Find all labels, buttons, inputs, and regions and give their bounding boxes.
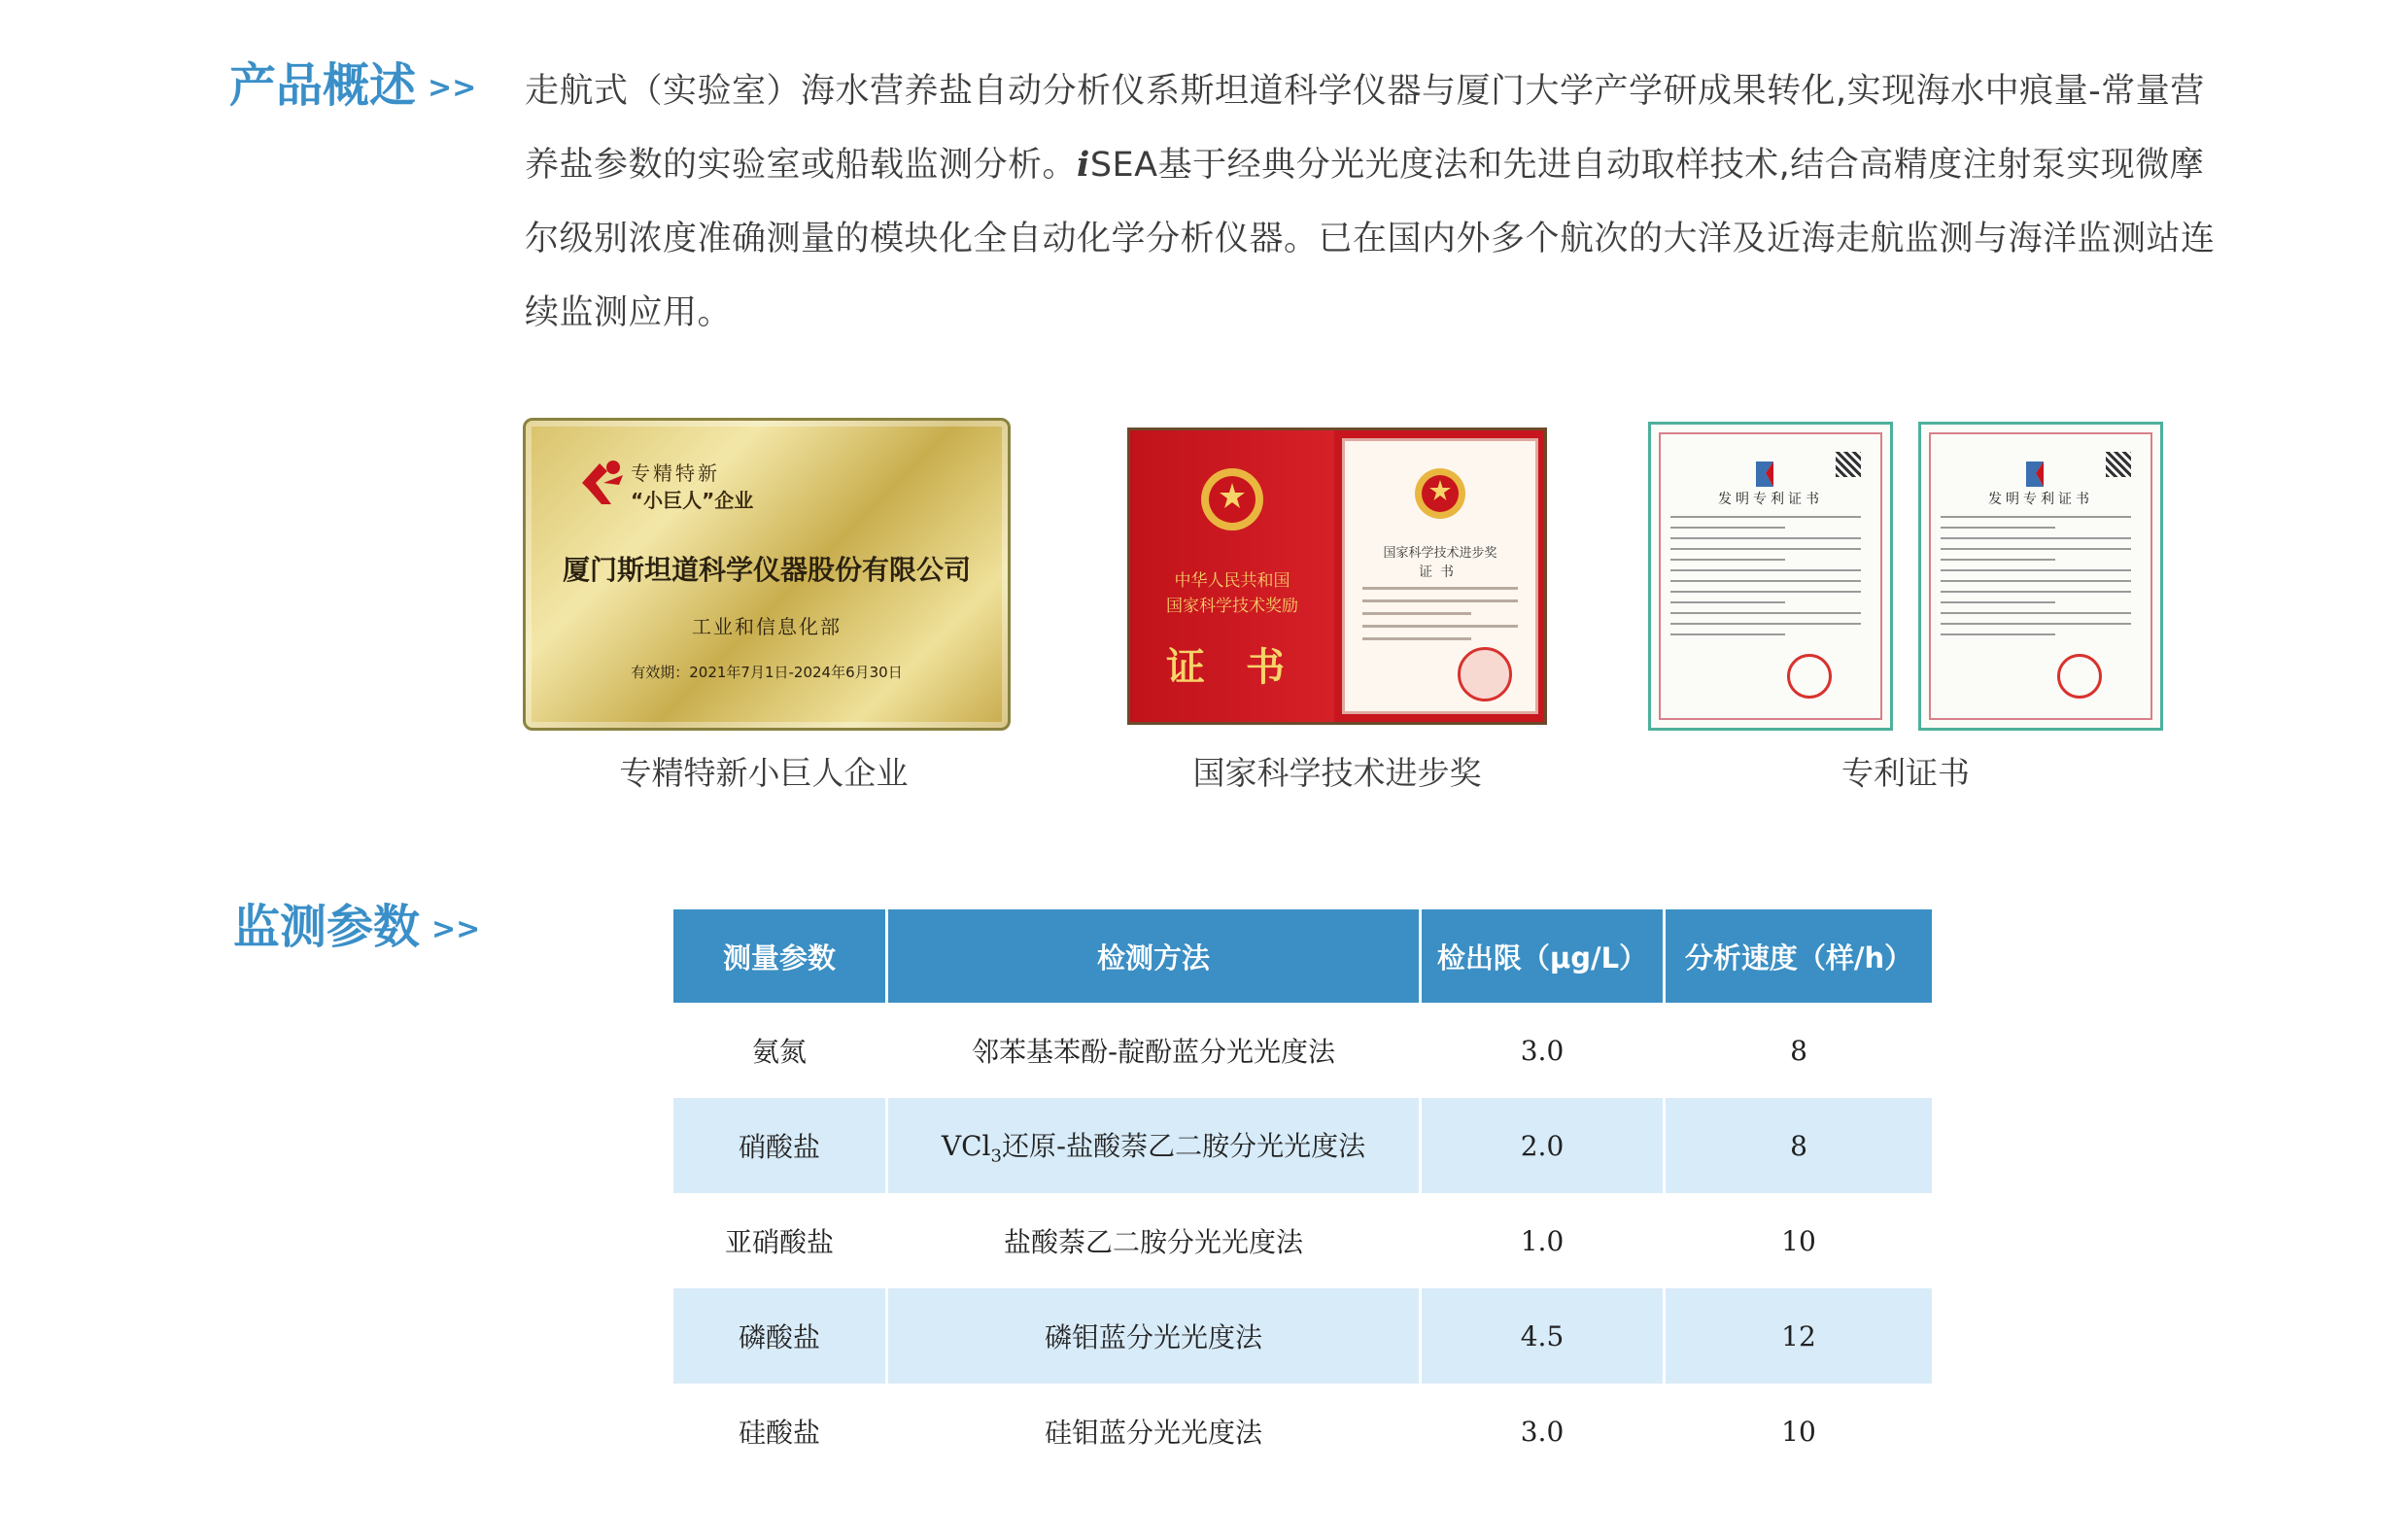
header-limit: 检出限（μg/L） bbox=[1421, 909, 1665, 1003]
cell-method bbox=[887, 1098, 1421, 1193]
patent-office-logo-icon bbox=[2022, 460, 2047, 489]
national-emblem-small-icon bbox=[1413, 466, 1467, 521]
national-award-caption: 国家科学技术进步奖 bbox=[1192, 754, 1482, 792]
plaque-ministry: 工业和信息化部 bbox=[692, 615, 842, 638]
table-row bbox=[673, 1288, 1932, 1384]
patent-title: 发明专利证书 bbox=[1988, 492, 2093, 507]
method-subscript: 3 bbox=[990, 1146, 1002, 1167]
cover-line3: 证 书 bbox=[1166, 645, 1298, 690]
header-speed: 分析速度（样/h） bbox=[1665, 909, 1933, 1003]
table-header-row bbox=[673, 909, 1932, 1003]
cell-method: 盐酸萘乙二胺分光光度法 bbox=[887, 1193, 1421, 1288]
header-param: 测量参数 bbox=[673, 909, 887, 1003]
monitoring-params-table bbox=[673, 909, 1932, 1479]
cover-line1: 中华人民共和国 bbox=[1174, 571, 1290, 591]
cell-limit: 2.0 bbox=[1421, 1098, 1665, 1193]
table-row bbox=[673, 1384, 1932, 1479]
cell-method: 磷钼蓝分光光度法 bbox=[887, 1288, 1421, 1384]
patent-text-lines bbox=[1670, 516, 1861, 644]
plaque-caption: 专精特新小巨人企业 bbox=[619, 754, 909, 792]
overview-text-part2: 基于经典分光光度法和先进自动取样技术,结合高精度注射泵实现微摩尔级别浓度准确测量的模块化全自动化学分析仪器。已在国内外多个航次的大洋及近海走航监测与海洋监测站连续监测应用。 bbox=[525, 146, 2216, 332]
plaque-logo-line2: “小巨人”企业 bbox=[631, 489, 754, 512]
cell-param: 氨氮 bbox=[673, 1003, 887, 1098]
patent-certificate-image-2 bbox=[1918, 422, 2163, 731]
cell-speed: 12 bbox=[1665, 1288, 1933, 1384]
national-emblem-icon bbox=[1198, 465, 1266, 533]
cell-limit: 3.0 bbox=[1421, 1003, 1665, 1098]
cell-speed: 8 bbox=[1665, 1098, 1933, 1193]
params-title-text: 监测参数 bbox=[233, 900, 421, 954]
certificate-inner-page bbox=[1342, 438, 1538, 714]
cell-limit: 4.5 bbox=[1421, 1288, 1665, 1384]
overview-text-part1: 走航式（实验室）海水营养盐自动分析仪系斯坦道科学仪器与厦门大学产学研成果转化,实现海水中痕量-常量营养盐参数的实验室或船载监测分析。 bbox=[525, 72, 2205, 185]
patent-text-lines bbox=[1941, 516, 2131, 644]
red-seal-icon bbox=[2057, 654, 2102, 699]
inner-page-title: 国家科学技术进步奖 bbox=[1383, 546, 1497, 561]
red-seal-icon bbox=[1787, 654, 1832, 699]
cell-speed: 8 bbox=[1790, 1034, 1807, 1067]
double-chevron-right-icon: >> bbox=[431, 912, 481, 946]
little-giant-logo-icon bbox=[574, 454, 633, 512]
inner-page-subtitle: 证书 bbox=[1419, 565, 1462, 580]
cell-limit: 3.0 bbox=[1421, 1384, 1665, 1479]
overview-title-text: 产品概述 bbox=[229, 58, 417, 113]
patent-certificate-image-1 bbox=[1648, 422, 1893, 731]
overview-paragraph bbox=[525, 54, 2235, 350]
header-method: 检测方法 bbox=[887, 909, 1421, 1003]
patent-title: 发明专利证书 bbox=[1718, 492, 1823, 507]
cell-param: 硅酸盐 bbox=[673, 1384, 887, 1479]
cell-method: 邻苯基苯酚-靛酚蓝分光光度法 bbox=[887, 1003, 1421, 1098]
double-chevron-right-icon: >> bbox=[428, 71, 477, 105]
cell-param: 硝酸盐 bbox=[673, 1098, 887, 1193]
inner-page-text-lines bbox=[1362, 587, 1518, 650]
table-row bbox=[673, 1003, 1932, 1098]
table-row bbox=[673, 1098, 1932, 1193]
plaque-validity: 有效期：2021年7月1日-2024年6月30日 bbox=[631, 664, 903, 681]
qr-code-icon bbox=[2106, 452, 2131, 477]
qr-code-icon bbox=[1836, 452, 1861, 477]
red-seal-icon bbox=[1458, 647, 1512, 702]
cover-line2: 国家科学技术奖励 bbox=[1166, 597, 1298, 616]
cell-speed: 10 bbox=[1781, 1415, 1816, 1448]
params-section-title bbox=[233, 900, 481, 954]
little-giant-plaque-image bbox=[523, 418, 1011, 731]
brand-i: i bbox=[1077, 145, 1090, 185]
patent-caption: 专利证书 bbox=[1841, 754, 1970, 792]
table-row bbox=[673, 1193, 1932, 1288]
cell-method: 硅钼蓝分光光度法 bbox=[887, 1384, 1421, 1479]
cell-param: 亚硝酸盐 bbox=[673, 1193, 887, 1288]
patent-office-logo-icon bbox=[1752, 460, 1777, 489]
method-rest: 还原-盐酸萘乙二胺分光光度法 bbox=[1001, 1129, 1366, 1162]
cell-param: 磷酸盐 bbox=[673, 1288, 887, 1384]
cell-speed: 10 bbox=[1781, 1224, 1816, 1257]
cell-limit: 1.0 bbox=[1421, 1193, 1665, 1288]
overview-section-title bbox=[229, 58, 477, 113]
plaque-company-name: 厦门斯坦道科学仪器股份有限公司 bbox=[562, 554, 971, 586]
method-prefix: VCl bbox=[941, 1129, 991, 1162]
brand-sea: SEA bbox=[1089, 146, 1158, 185]
plaque-logo-line1: 专精特新 bbox=[631, 462, 720, 485]
national-award-certificate-image bbox=[1127, 428, 1547, 725]
